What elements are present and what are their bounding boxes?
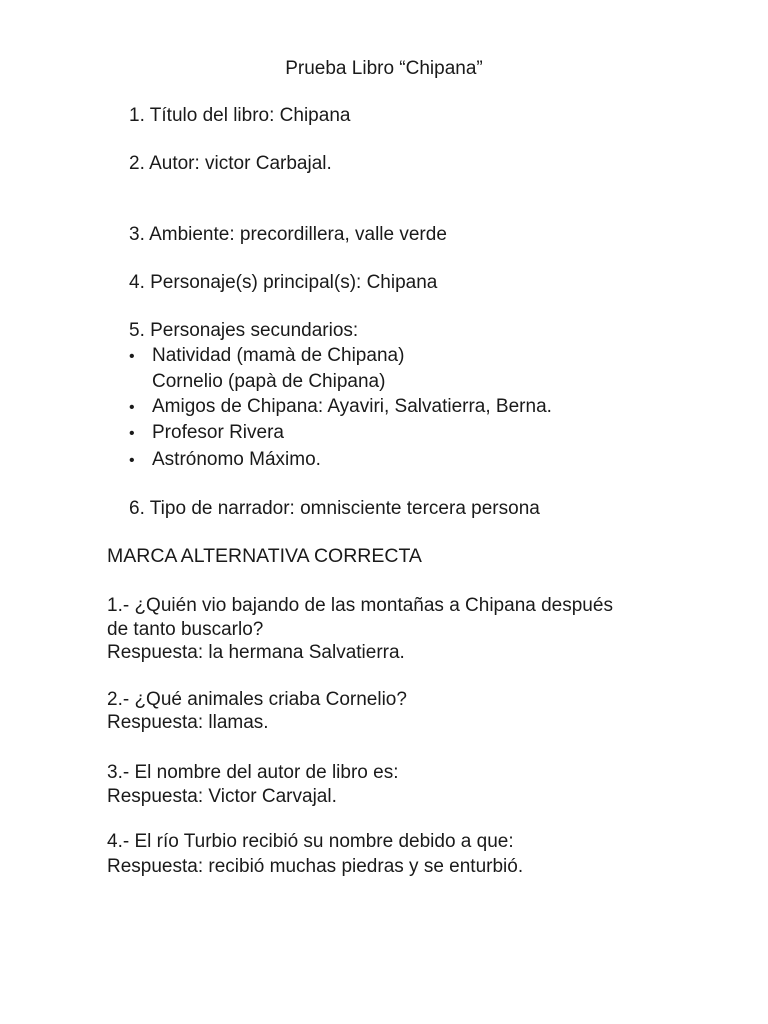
question-text: 1.- ¿Quién vio bajando de las montañas a Chipana después (107, 595, 613, 616)
bullet-item (129, 394, 552, 421)
item-author: 2. Autor: victor Carbajal. (129, 153, 332, 174)
answer-text: Respuesta: recibió muchas piedras y se enturbió. (107, 856, 524, 877)
bullet-continuation: Cornelio (papà de Chipana) (152, 371, 386, 392)
item-narrator: 6. Tipo de narrador: omnisciente tercera persona (129, 498, 540, 519)
answer-text: Respuesta: la hermana Salvatierra. (107, 642, 405, 663)
item-secondary-characters: 5. Personajes secundarios: (129, 320, 359, 341)
bullet-text: Amigos de Chipana: Ayaviri, Salvatierra, Berna. (152, 396, 552, 417)
answer-text: Respuesta: llamas. (107, 712, 269, 733)
bullet-text: Profesor Rivera (152, 422, 284, 443)
bullet-item (129, 447, 321, 474)
bullet-icon: • (129, 348, 135, 365)
bullet-text: Astrónomo Máximo. (152, 449, 321, 470)
item-main-characters: 4. Personaje(s) principal(s): Chipana (129, 272, 438, 293)
question-text: 4.- El río Turbio recibió su nombre debido a que: (107, 831, 514, 852)
question-text: 3.- El nombre del autor de libro es: (107, 762, 399, 783)
item-book-title: 1. Título del libro: Chipana (129, 105, 351, 126)
bullet-icon: • (129, 399, 135, 416)
answer-text: Respuesta: Victor Carvajal. (107, 786, 337, 807)
bullet-icon: • (129, 452, 135, 469)
bullet-icon: • (129, 425, 135, 442)
section-heading: MARCA ALTERNATIVA CORRECTA (107, 545, 422, 567)
question-text: 2.- ¿Qué animales criaba Cornelio? (107, 689, 407, 710)
question-text: de tanto buscarlo? (107, 619, 264, 640)
item-setting: 3. Ambiente: precordillera, valle verde (129, 224, 447, 245)
bullet-text: Natividad (mamà de Chipana) (152, 345, 405, 366)
bullet-item (129, 343, 404, 370)
bullet-item (129, 420, 284, 447)
document-title: Prueba Libro “Chipana” (285, 58, 483, 79)
